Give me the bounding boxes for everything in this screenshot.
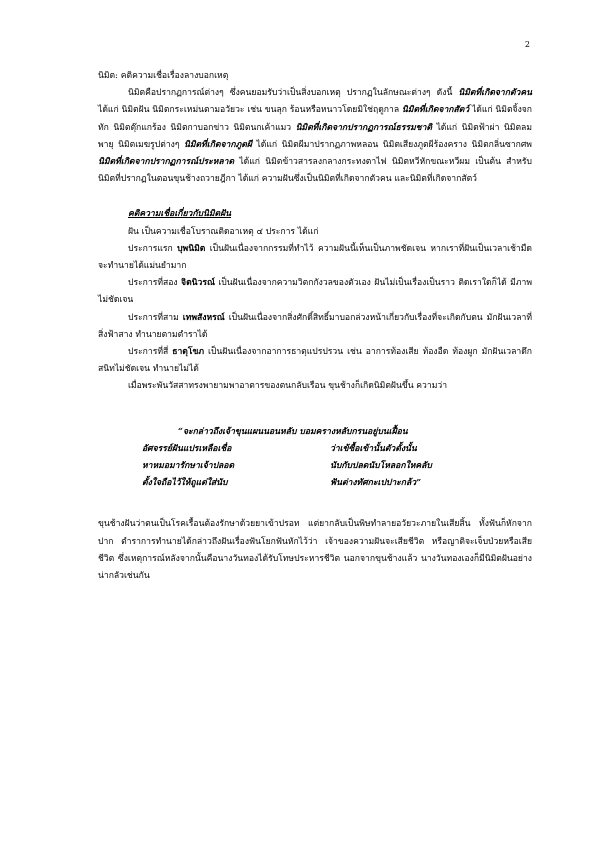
paragraph-dream-interpretation: ขุนช้างฝันว่าตนเป็นโรคเรื้อนต้องรักษาด้วยยาเข้าปรอท แต่ยากลับเป็นพิษทำลายอวัยวะภายในเสียสิ้น ทั้งฟันก็หักจากปาก ตำราการทำนายได้กล่าวถึงฝันเรื่องฟันโยกฟันหักไว้ว่า เจ้าของความฝันจะเสียชีวิต หรือญาติจะเจ็บป่วยหรือเสียชีวิต ซึ่งเหตุการณ์หลังจากนั้นคือนางวันทองได้รับโทษประหารชีวิต นอกจากขุนช้างแล้ว นางวันทองเองก็มีนิมิตฝันอย่างน่ากลัวเช่นกัน <box>98 519 532 582</box>
paragraph-nimit-definition: นิมิตคือปรากฏการณ์ต่างๆ ซึ่งคนยอมรับว่าเป็นสิ่งบอกเหตุ ปรากฏในลักษณะต่างๆ ดังนี้ นิมิตที่เกิดจากตัวคน ได้แก่ นิมิตฝัน นิมิตกระเหม่นตามอวัยวะ เช่น ขนลุก ร้อนหรือหนาวโดยมิใช่ฤดูกาล นิมิตที่เกิดจากสัตว์ ได้แก่ นิมิตจิ้งจกทัก นิมิตตุ๊กแกร้อง นิมิตกาบอกข่าว นิมิตนกเค้าแมว นิมิตที่เกิดจากปรากฏการณ์ธรรมชาติ ได้แก่ นิมิตฟ้าผ่า นิมิตลมพายุ นิมิตเมฆรูปต่างๆ นิมิตที่เกิดจากภูตผี ได้แก่ นิมิตผีมาปรากฏภาพหลอน นิมิตเสียงภูตผีร้องคราง นิมิตกลิ่นซากศพ นิมิตที่เกิดจากปรากฏการณ์ประหลาด ได้แก่ นิมิตข้าวสารลงกลางกระทงตาไฟ นิมิตหวีหักขณะหวีผม เป็นต้น สำหรับนิมิตที่ปรากฏในตอนขุนช้างถวายฎีกา ได้แก่ ความฝันซึ่งเป็นนิมิตที่เกิดจากตัวคน และนิมิตที่เกิดจากสัตว์ <box>98 88 533 185</box>
emphasis-term: นิมิตที่เกิดจากปรากฏการณ์ประหลาด <box>98 157 235 168</box>
paragraph-dream-type-3: ประการที่สาม เทพสังหรณ์ เป็นฝันเนื่องจากสิ่งศักดิ์สิทธิ์มาบอกล่วงหน้าเกี่ยวกับเรื่องที่จะเกิดกับตน มักฝันเวลาที่สิ่งฟ้าสาง ทำนายตามตำราได้ <box>98 312 532 340</box>
poem-quote <box>98 424 532 493</box>
emphasis-term: บุพนิมิต <box>177 243 206 254</box>
section-title: นิมิต: คติความเชื่อเรื่องลางบอกเหตุ <box>98 71 229 81</box>
paragraph-dream-intro: ฝัน เป็นความเชื่อโบราณติดอาเหตุ ๔ ประการ ได้แก่ <box>128 226 319 237</box>
emphasis-term: นิมิตที่เกิดจากสัตว์ <box>401 105 470 116</box>
emphasis-term: จิตนิวรณ์ <box>181 278 215 289</box>
paragraph-dream-type-4: ประการที่สี่ ธาตุโขภ เป็นฝันเนื่องจากอาการธาตุแปรปรวน เช่น อาการท้องเสีย ท้องอืด ท้องผูก มักฝันเวลาดึกสนิทไม่ชัดเจน ทำนายไม่ได้ <box>98 347 532 375</box>
poem-couplet <box>98 441 532 458</box>
emphasis-term: นิมิตที่เกิดจากภูตผี <box>184 139 252 150</box>
emphasis-term: ธาตุโขภ <box>172 347 205 358</box>
poem-line: หาหมอมารักษาเจ้าปลอด <box>142 461 235 472</box>
poem-line: “จะกล่าวถึงเจ้าขุนแผนนอนหลับ บอมครางหลับกรนอยู่บนเฝื้อน <box>178 426 408 437</box>
poem-line: ตั้งใจถือไว้ให้ถูแต่ใส่นับ <box>142 478 228 489</box>
emphasis-term: นิมิตที่เกิดจากตัวคน <box>458 88 532 99</box>
document-body <box>98 68 532 585</box>
emphasis-term: เทพสังหรณ์ <box>182 312 225 323</box>
poem-line: ฟันต่างทัศกะเปปาะกล้ว” <box>330 478 422 489</box>
poem-line: นับกับปลดนับโหลอกใหคลับ <box>330 461 432 472</box>
page-number: 2 <box>524 40 530 49</box>
poem-line: ว่าเข้ซื้อเข้านั้นตัวตั้งนั้น <box>330 443 417 454</box>
paragraph-dream-type-2: ประการที่สอง จิตนิวรณ์ เป็นฝันเนื่องจากความวิตกกังวลของตัวเอง ฝันไม่เป็นเรื่องเป็นราว ติดเราใดก็ได้ มีภาพไม่ชัดเจน <box>98 278 532 306</box>
poem-couplet <box>98 475 532 492</box>
poem-line: อัศจรรย์ฝันแปรเหลือเชื่อ <box>142 443 232 454</box>
poem-couplet <box>98 458 532 475</box>
emphasis-term: นิมิตที่เกิดจากปรากฏการณ์ธรรมชาติ <box>295 122 433 133</box>
subsection-heading: คติความเชื่อเกี่ยวกับนิมิตฝัน <box>128 209 232 220</box>
paragraph-poem-intro: เมื่อพระพันวัสสาทรงพายามพาอาตารของตนกลับเรือน ขุนช้างก็เกิดนิมิตฝันขึ้น ความว่า <box>128 381 448 392</box>
paragraph-dream-type-1: ประการแรก บุพนิมิต เป็นฝันเนื่องจากกรรมที่ทำไว้ ความฝันนี้เห็นเป็นภาพชัดเจน หากเราที่ฝันเป็นเวลาเช้ามืดจะทำนายได้แม่นยำมาก <box>98 243 532 272</box>
